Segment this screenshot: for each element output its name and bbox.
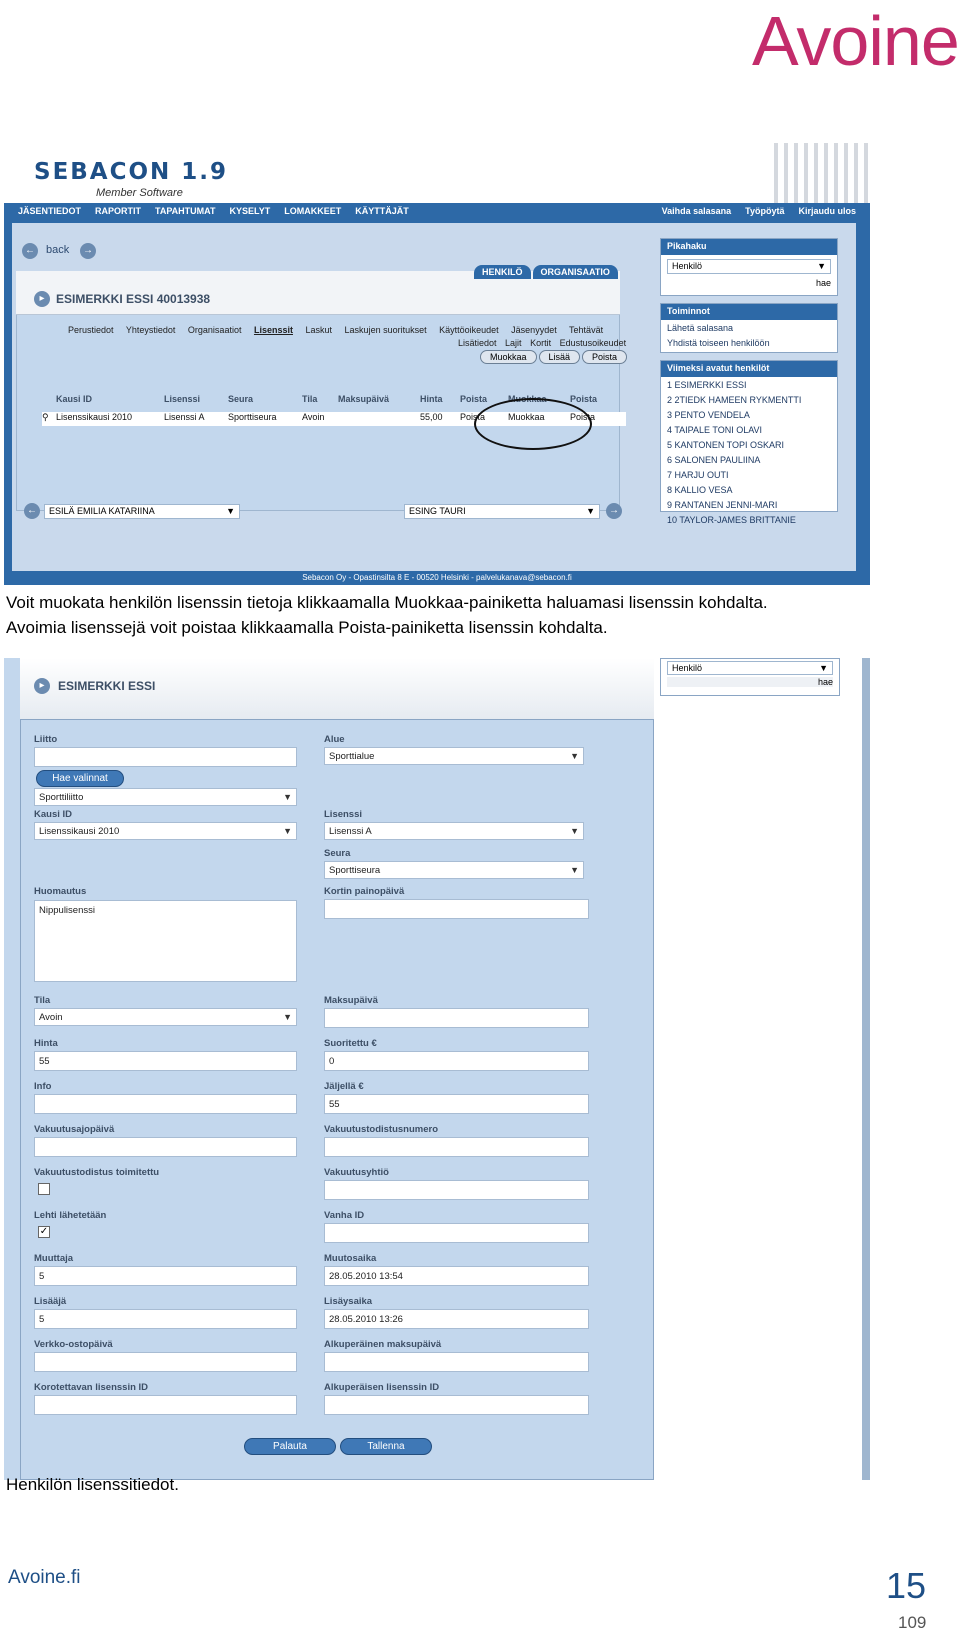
chevron-down-icon: ▼ (283, 826, 292, 836)
col-seura: Seura (228, 394, 254, 404)
col-poista-2: Poista (570, 394, 598, 404)
lisaa-button[interactable]: Lisää (539, 350, 581, 364)
back-arrow-icon[interactable]: ← (22, 243, 38, 259)
maksupaiva-label: Maksupäivä (324, 995, 378, 1006)
kausi-select[interactable]: Lisenssikausi 2010 ▼ (34, 822, 297, 840)
app-subtitle: Member Software (96, 187, 183, 199)
col-lisenssi: Lisenssi (164, 394, 201, 404)
col-kausi-id: Kausi ID (56, 394, 93, 404)
yhdista-link[interactable]: Yhdistä toiseen henkilöön (667, 338, 770, 348)
suoritettu-input[interactable]: 0 (324, 1051, 589, 1071)
palauta-button[interactable]: Palauta (244, 1438, 336, 1455)
search-icon[interactable]: ⚲ (42, 412, 49, 422)
list-item[interactable]: 5 KANTONEN TOPI OSKARI (667, 440, 785, 450)
toiminnot-panel (660, 303, 838, 353)
vakuutusyhtio-label: Vakuutusyhtiö (324, 1167, 389, 1178)
lehti-checkbox[interactable]: ✓ (39, 1226, 49, 1237)
subtab-kayttooikeudet[interactable]: Käyttöoikeudet (439, 325, 499, 335)
jaljella-label: Jäljellä € (324, 1081, 364, 1092)
nav-kayttajat[interactable]: KÄYTTÄJÄT (355, 206, 409, 216)
back-link[interactable]: back (46, 244, 70, 256)
lisaysaika-label: Lisäysaika (324, 1296, 373, 1307)
app-footer: Sebacon Oy - Opastinsilta 8 E - 00520 Helsinki - palvelukanava@sebacon.fi (4, 571, 870, 585)
kausi-label: Kausi ID (34, 809, 73, 820)
alkup-maksu-input[interactable] (324, 1352, 589, 1372)
tab-organisaatio[interactable]: ORGANISAATIO (533, 265, 618, 279)
subtab-laskujen-suoritukset[interactable]: Laskujen suoritukset (344, 325, 427, 335)
col-muokkaa: Muokkaa (508, 394, 547, 404)
tab-henkilo[interactable]: HENKILÖ (474, 265, 531, 279)
pikahaku-mini (660, 658, 840, 696)
kortin-input[interactable] (324, 899, 589, 919)
lisenssi-select[interactable]: Lisenssi A ▼ (324, 822, 584, 840)
subtab-lajit[interactable]: Lajit (505, 338, 522, 348)
right-strip (862, 658, 870, 1480)
cell-poista-link-2[interactable]: Poista (570, 412, 596, 422)
alkup-id-input[interactable] (324, 1395, 589, 1415)
list-item[interactable]: 4 TAIPALE TONI OLAVI (667, 425, 763, 435)
alue-label: Alue (324, 734, 345, 745)
chevron-down-icon: ▼ (570, 865, 579, 875)
subtab-laskut[interactable]: Laskut (305, 325, 333, 335)
form-title: ESIMERKKI ESSI (58, 679, 156, 693)
muokkaa-button[interactable]: Muokkaa (480, 350, 537, 364)
subtab-kortit[interactable]: Kortit (530, 338, 552, 348)
vakuutusyhtio-input[interactable] (324, 1180, 589, 1200)
chevron-down-icon: ▼ (226, 506, 235, 516)
subtab-organisaatiot[interactable]: Organisaatiot (187, 325, 242, 335)
cell-seura: Sporttiseura (228, 412, 277, 422)
person-subtabs (68, 325, 613, 335)
header-stripes (768, 143, 870, 209)
subtab-lisatiedot[interactable]: Lisätiedot (458, 338, 497, 348)
prev-arrow-icon[interactable]: ← (24, 503, 40, 519)
expand-icon[interactable]: ▸ (34, 291, 50, 307)
chevron-down-icon: ▼ (586, 506, 595, 516)
highlight-oval (474, 398, 592, 450)
caption-2: Henkilön lisenssitiedot. (6, 1475, 179, 1494)
tila-label: Tila (34, 995, 51, 1006)
lisaaja-label: Lisääjä (34, 1296, 67, 1307)
tallenna-button[interactable]: Tallenna (340, 1438, 432, 1455)
jaljella-input[interactable]: 55 (324, 1094, 589, 1114)
person-subtabs-row2 (452, 338, 626, 348)
vakuutustod-label: Vakuutustodistusnumero (324, 1124, 439, 1135)
verkko-input[interactable] (34, 1352, 297, 1372)
hae-valinnat-button[interactable]: Hae valinnat (36, 770, 124, 787)
hinta-input[interactable]: 55 (34, 1051, 297, 1071)
next-arrow-icon[interactable]: → (606, 503, 622, 519)
screenshot-license-form (4, 658, 870, 1480)
recent-panel (660, 360, 838, 525)
lehti-label: Lehti lähetetään (34, 1210, 107, 1221)
huomautus-textarea[interactable]: Nippulisenssi (34, 900, 297, 982)
muutosaika-input[interactable]: 28.05.2010 13:54 (324, 1266, 589, 1286)
caption-1-line-1: Voit muokata henkilön lisenssin tietoja klikkaamalla Muokkaa-painiketta haluamasi lisenssin kohdalta. (6, 593, 768, 612)
prev-person-select[interactable]: ESILÄ EMILIA KATARIINA ▼ (44, 504, 240, 519)
suoritettu-label: Suoritettu € (324, 1038, 377, 1049)
nav-tyopoyta[interactable]: Työpöytä (745, 206, 785, 216)
cell-poista-link[interactable]: Poista (460, 412, 486, 422)
info-input[interactable] (34, 1094, 297, 1114)
cell-lisenssi: Lisenssi A (164, 412, 205, 422)
chevron-down-icon: ▼ (283, 792, 292, 802)
app-brand: SEBACON 1.9 (34, 159, 229, 185)
cell-muokkaa-link[interactable]: Muokkaa (508, 412, 545, 422)
subtab-yhteystiedot[interactable]: Yhteystiedot (125, 325, 176, 335)
page-number: 15 (886, 1565, 927, 1606)
subtab-perustiedot[interactable]: Perustiedot (68, 325, 114, 335)
hinta-label: Hinta (34, 1038, 58, 1049)
list-item[interactable]: 1 ESIMERKKI ESSI (667, 380, 747, 390)
list-item[interactable]: 9 RANTANEN JENNI-MARI (667, 500, 778, 510)
liitto-label: Liitto (34, 734, 58, 745)
list-item[interactable]: 3 PENTO VENDELA (667, 410, 750, 420)
chevron-down-icon: ▼ (570, 826, 579, 836)
kortin-label: Kortin painopäivä (324, 886, 405, 897)
chevron-down-icon: ▼ (819, 663, 828, 673)
mini-select[interactable]: Henkilö ▼ (667, 661, 833, 675)
vakuutustoim-label: Vakuutustodistus toimitettu (34, 1167, 160, 1178)
main-nav (4, 203, 870, 219)
seura-label: Seura (324, 848, 351, 859)
vakuutusajo-label: Vakuutusajopäivä (34, 1124, 115, 1135)
liitto-select[interactable]: Sporttiliitto ▼ (34, 788, 297, 806)
muuttaja-input[interactable]: 5 (34, 1266, 297, 1286)
nav-kirjaudu-ulos[interactable]: Kirjaudu ulos (798, 206, 856, 216)
person-title: ESIMERKKI ESSI 40013938 (56, 292, 211, 306)
col-tila: Tila (302, 394, 318, 404)
lisaaja-input[interactable]: 5 (34, 1309, 297, 1329)
nav-jasentiedot[interactable]: JÄSENTIEDOT (18, 206, 82, 216)
recent-title: Viimeksi avatut henkilöt (661, 361, 837, 377)
alkup-id-label: Alkuperäisen lisenssin ID (324, 1382, 440, 1393)
hae-button[interactable]: hae (815, 278, 831, 288)
nav-kyselyt[interactable]: KYSELYT (229, 206, 271, 216)
pikahaku-panel (660, 238, 838, 296)
info-label: Info (34, 1081, 52, 1092)
liitto-input[interactable] (34, 747, 297, 767)
list-item[interactable]: 2 2TIEDK HAMEEN RYKMENTTI (667, 395, 802, 405)
pikahaku-title: Pikahaku (661, 239, 837, 255)
list-item[interactable]: 6 SALONEN PAULIINA (667, 455, 761, 465)
subtab-edustusoikeudet[interactable]: Edustusoikeudet (559, 338, 627, 348)
nav-tapahtumat[interactable]: TAPAHTUMAT (155, 206, 216, 216)
vakuutustoim-checkbox[interactable] (38, 1183, 50, 1195)
vanha-label: Vanha ID (324, 1210, 365, 1221)
vakuutustod-input[interactable] (324, 1137, 589, 1157)
korotettavan-label: Korotettavan lisenssin ID (34, 1382, 149, 1393)
nav-lomakkeet[interactable]: LOMAKKEET (284, 206, 342, 216)
col-hinta: Hinta (420, 394, 443, 404)
maksupaiva-input[interactable] (324, 1008, 589, 1028)
col-maksupaiva: Maksupäivä (338, 394, 390, 404)
lisaysaika-input[interactable]: 28.05.2010 13:26 (324, 1309, 589, 1329)
footer-site: Avoine.fi (8, 1567, 81, 1588)
entity-tabs (474, 267, 620, 277)
vanha-input[interactable] (324, 1223, 589, 1243)
list-item[interactable]: 7 HARJU OUTI (667, 470, 729, 480)
next-person-select[interactable]: ESING TAURI ▼ (404, 504, 600, 519)
poista-button[interactable]: Poista (582, 350, 627, 364)
page-number-small: 109 (898, 1613, 927, 1632)
chevron-down-icon: ▼ (817, 261, 826, 271)
col-poista: Poista (460, 394, 488, 404)
avoine-logo: Avoine (752, 2, 959, 80)
subtab-lisenssit[interactable]: Lisenssit (253, 325, 293, 335)
subtab-jasenyydet[interactable]: Jäsenyydet (511, 325, 557, 335)
list-item[interactable]: 10 TAYLOR-JAMES BRITTANIE (667, 515, 796, 525)
laheta-salasana-link[interactable]: Lähetä salasana (667, 323, 734, 333)
subtab-tehtavat[interactable]: Tehtävät (569, 325, 604, 335)
caption-1-line-2: Avoimia lisenssejä voit poistaa klikkaamalla Poista-painiketta lisenssin kohdalta. (6, 618, 608, 637)
nav-raportit[interactable]: RAPORTIT (95, 206, 142, 216)
vakuutusajo-input[interactable] (34, 1137, 297, 1157)
seura-select[interactable]: Sporttiseura ▼ (324, 861, 584, 879)
alkup-maksu-label: Alkuperäinen maksupäivä (324, 1339, 442, 1350)
cell-kausi: Lisenssikausi 2010 (56, 412, 133, 422)
cell-hinta: 55,00 (420, 412, 443, 422)
toiminnot-title: Toiminnot (661, 304, 837, 320)
pikahaku-select[interactable]: Henkilö ▼ (667, 259, 831, 274)
muuttaja-label: Muuttaja (34, 1253, 74, 1264)
nav-vaihda-salasana[interactable]: Vaihda salasana (661, 206, 732, 216)
license-actions (480, 350, 629, 364)
tila-select[interactable]: Avoin ▼ (34, 1008, 297, 1026)
alue-select[interactable]: Sporttialue ▼ (324, 747, 584, 765)
huomautus-label: Huomautus (34, 886, 87, 897)
list-item[interactable]: 8 KALLIO VESA (667, 485, 733, 495)
lisenssi-label: Lisenssi (324, 809, 363, 820)
chevron-down-icon: ▼ (283, 1012, 292, 1022)
muutosaika-label: Muutosaika (324, 1253, 377, 1264)
verkko-label: Verkko-ostopäivä (34, 1339, 113, 1350)
expand-icon[interactable]: ▸ (34, 678, 50, 694)
korotettavan-input[interactable] (34, 1395, 297, 1415)
screenshot-license-list (4, 143, 870, 585)
forward-arrow-icon[interactable]: → (80, 243, 96, 259)
cell-tila: Avoin (302, 412, 325, 422)
chevron-down-icon: ▼ (570, 751, 579, 761)
mini-hae-button[interactable]: hae (667, 677, 833, 687)
